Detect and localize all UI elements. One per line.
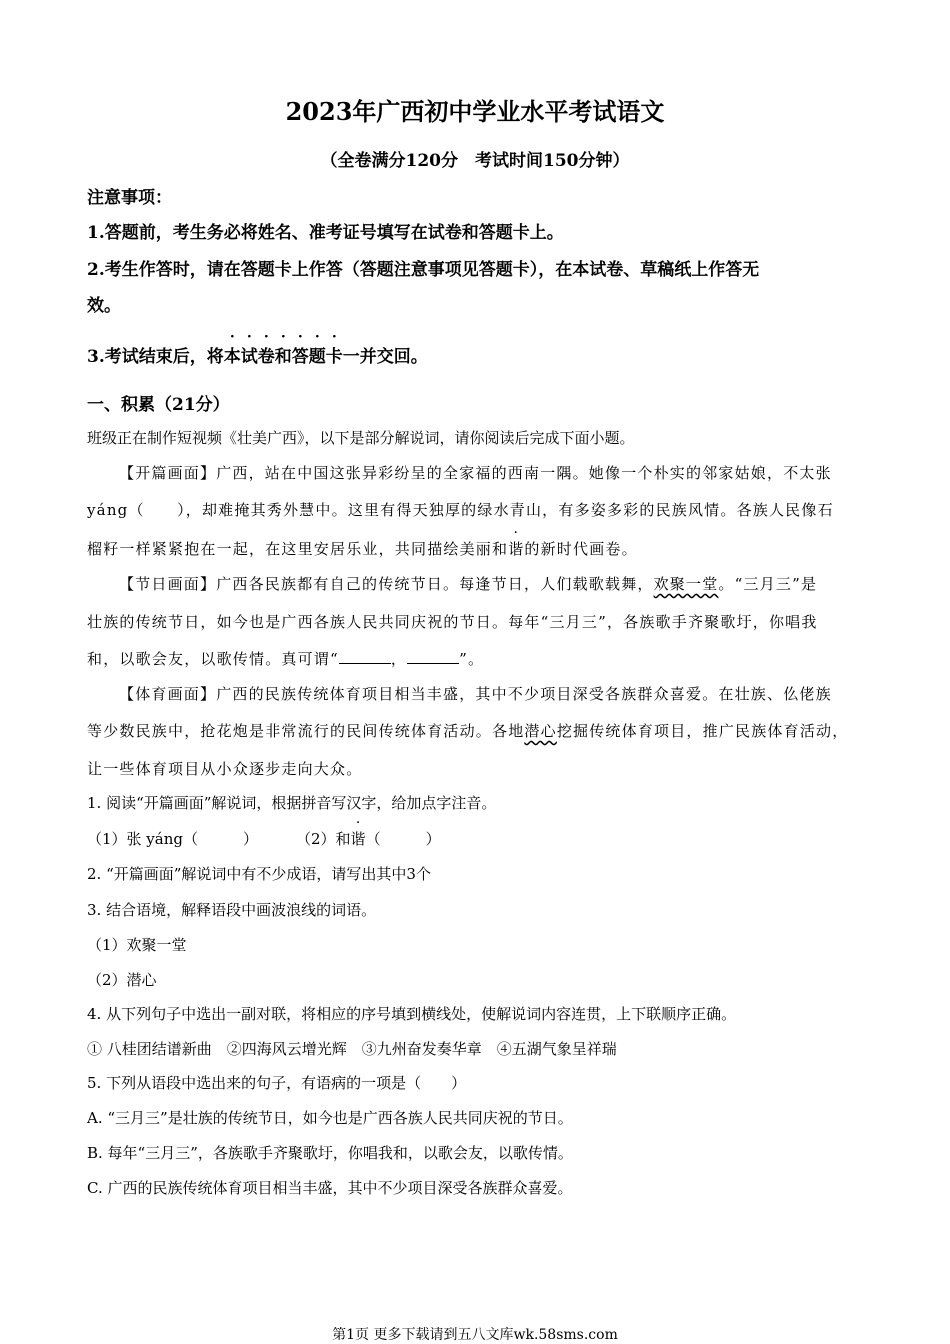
notice-item-2-cont: 效。: [87, 296, 121, 316]
passage-p3-line1: 【体育画面】广西的民族传统体育项目相当丰盛，其中不少项目深受各族群众喜爱。在壮族、仫佬族: [119, 685, 832, 703]
question-3-sub-2: （2）潜心: [87, 971, 157, 989]
passage-p3-line3: 让一些体育项目从小众逐步走向大众。: [87, 760, 363, 778]
question-1-sub-2: （2）和谐（ ）: [296, 830, 441, 848]
passage-p2-line3: 和，以歌会友，以歌传情。真可谓“ ， ”。: [87, 650, 485, 668]
question-5-option-b: B. 每年“三月三”，各族歌手齐聚歌圩，你唱我和，以歌会友，以歌传情。: [87, 1144, 573, 1162]
question-5-option-a: A. “三月三”是壮族的传统节日，如今也是广西各族人民共同庆祝的节日。: [87, 1109, 573, 1127]
question-4-options: ① 八桂团结谱新曲 ②四海风云增光辉 ③九州奋发奏华章 ④五湖气象呈祥瑞: [87, 1040, 617, 1058]
passage-p2-line2: 壮族的传统节日，如今也是广西各族人民共同庆祝的节日。每年“三月三”，各族歌手齐聚歌圩，你唱我: [87, 613, 818, 631]
notice-item-2: 2.考生作答时，请在答题卡上作答（答题注意事项见答题卡），在本试卷、草稿纸上作答无: [87, 260, 760, 280]
passage-p2-line1: 【节日画面】广西各民族都有自己的传统节日。每逢节日，人们载歌载舞，欢聚一堂。“三月三”是: [119, 575, 818, 593]
couplet-blank-1[interactable]: [339, 649, 391, 664]
page-title: 2023年广西初中学业水平考试语文: [285, 97, 665, 126]
question-4: 4. 从下列句子中选出一副对联，将相应的序号填到横线处，使解说词内容连贯，上下联顺序正确。: [87, 1005, 737, 1023]
passage-p1-line3: 榴籽一样紧紧抱在一起，在这里安居乐业，共同描绘美丽和谐的新时代画卷。: [87, 540, 638, 558]
notice-item-3: 3.考试结束后，将本试卷和答题卡一并交回。: [87, 347, 428, 367]
section-intro: 班级正在制作短视频《壮美广西》，以下是部分解说词，请你阅读后完成下面小题。: [87, 429, 635, 447]
passage-p1-line2: yáng（ ），却难掩其秀外慧中。这里有得天独厚的绿水青山，有多姿多彩的民族风情。各族人民像石: [87, 501, 834, 519]
question-1-sub-1: （1）张 yáng（ ）: [87, 830, 258, 848]
question-3: 3. 结合语境，解释语段中画波浪线的词语。: [87, 901, 377, 919]
question-5: 5. 下列从语段中选出来的句子，有语病的一项是（ ）: [87, 1074, 467, 1092]
passage-p1-line1: 【开篇画面】广西，站在中国这张异彩纷呈的全家福的西南一隅。她像一个朴实的邻家姑娘，不太张: [119, 464, 832, 482]
question-5-option-c: C. 广西的民族传统体育项目相当丰盛，其中不少项目深受各族群众喜爱。: [87, 1179, 573, 1197]
notice-item-1: 1.答题前，考生务必将姓名、准考证号填写在试卷和答题卡上。: [87, 223, 564, 243]
question-3-sub-1: （1）欢聚一堂: [87, 936, 187, 954]
question-1: 1. 阅读“开篇画面”解说词，根据拼音写汉字，给加点字注音。: [87, 794, 497, 812]
section-heading: 一、积累（21分）: [87, 395, 230, 415]
notice-heading: 注意事项：: [87, 188, 172, 208]
couplet-blank-2[interactable]: [407, 649, 459, 664]
exam-info: （全卷满分120分 考试时间150分钟）: [320, 151, 630, 171]
page-footer: 第1页 更多下载请到五八文库wk.58sms.com: [332, 1327, 618, 1343]
question-2: 2. “开篇画面”解说词中有不少成语，请写出其中3个: [87, 865, 431, 883]
passage-p3-line2: 等少数民族中，抢花炮是非常流行的民间传统体育活动。各地潜心挖掘传统体育项目，推广民族体育活动，: [87, 722, 849, 740]
